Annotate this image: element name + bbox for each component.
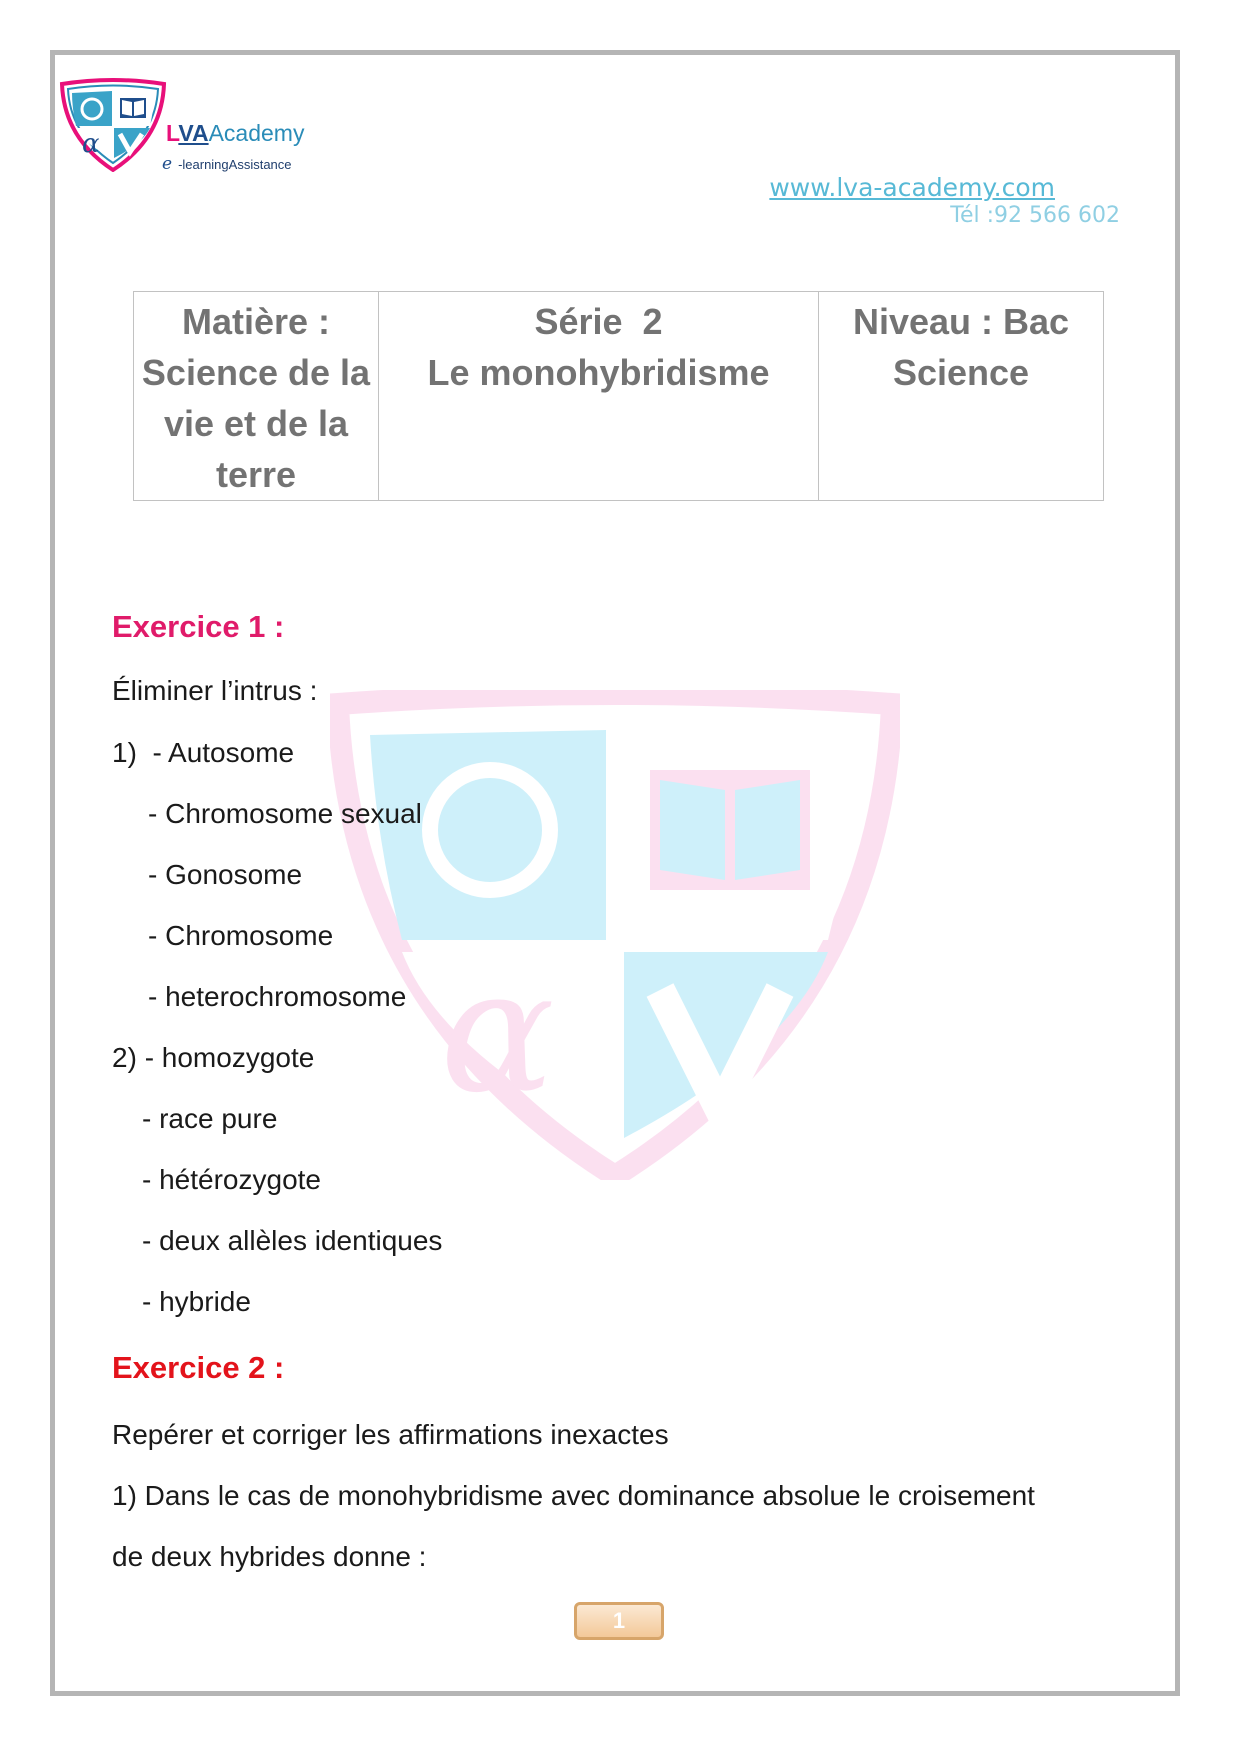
brand-academy: Academy: [208, 120, 305, 146]
tagline-e: e: [162, 154, 173, 174]
group2-number: 2): [112, 1042, 137, 1073]
subject-cell: [134, 292, 379, 501]
exercise1-group2: [112, 1042, 314, 1074]
brand-va: VA: [178, 120, 209, 146]
list-item: - Autosome: [152, 737, 295, 768]
logo-alpha-symbol: α: [82, 129, 100, 159]
info-table: [133, 291, 1104, 501]
list-item: - Gonosome: [148, 859, 303, 890]
subject-line: Science de la: [141, 352, 371, 393]
exercise2-instruction: Repérer et corriger les affirmations inexactes: [112, 1419, 669, 1450]
watermark-logo: [330, 690, 900, 1180]
list-item: - homozygote: [144, 1042, 315, 1073]
series-line: Le monohybridisme: [427, 352, 770, 393]
subject-line: Matière :: [181, 301, 331, 342]
exercise1-instruction: Éliminer l’intrus :: [112, 675, 318, 706]
list-item: - heterochromosome: [148, 981, 407, 1012]
series-line: Série 2: [534, 301, 663, 342]
svg-text:α: α: [440, 933, 555, 1131]
list-item: - deux allèles identiques: [142, 1225, 443, 1256]
exercise1-title: Exercice 1 :: [112, 609, 285, 644]
phone-number: Tél :92 566 602: [950, 203, 1120, 228]
list-item: - hétérozygote: [142, 1164, 321, 1195]
subject-line: terre: [215, 454, 297, 495]
level-line: Science: [892, 352, 1030, 393]
exercise2-item1-line1: 1) Dans le cas de monohybridisme avec dominance absolue le croisement: [112, 1480, 1035, 1511]
level-cell: [819, 292, 1104, 501]
list-item: - Chromosome sexual: [148, 798, 422, 829]
lva-academy-logo: [58, 78, 168, 172]
group1-number: 1): [112, 737, 137, 768]
list-item: - race pure: [142, 1103, 278, 1134]
exercise2-title: Exercice 2 :: [112, 1350, 285, 1385]
subject-line: vie et de la: [163, 403, 349, 444]
list-item: - hybride: [142, 1286, 251, 1317]
website-link[interactable]: www.lva-academy.com: [769, 173, 1055, 202]
brand-name: [166, 122, 304, 145]
tagline-text: -learningAssistance: [178, 157, 292, 172]
tagline: [162, 154, 292, 174]
exercise2-item1-line2: de deux hybrides donne :: [112, 1541, 427, 1572]
level-line: Niveau : Bac: [852, 301, 1070, 342]
series-cell: [379, 292, 819, 501]
exercise1-group1: [112, 737, 294, 769]
list-item: - Chromosome: [148, 920, 334, 951]
page-number-badge: 1: [574, 1602, 664, 1640]
brand-l: L: [166, 120, 179, 146]
